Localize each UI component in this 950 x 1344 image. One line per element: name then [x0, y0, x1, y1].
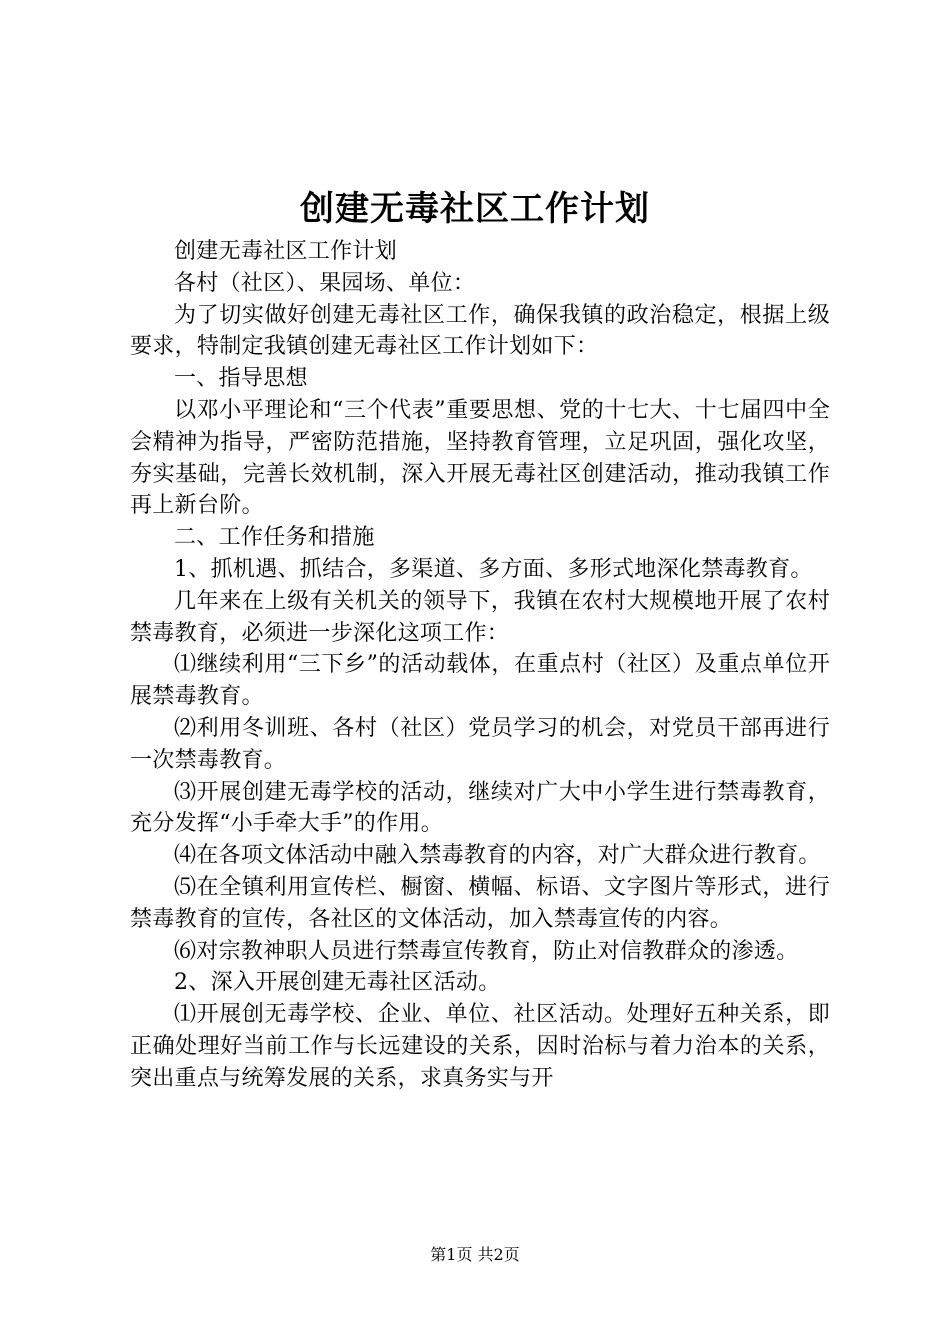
paragraph-guiding-thought: 以邓小平理论和“三个代表”重要思想、党的十七大、十七届四中全会精神为指导，严密防范措施，坚持教育管理，立足巩固，强化攻坚，夯实基础，完善长效机制，深入开展无毒社区创建活动，推动我镇工作再上新台阶。	[130, 397, 830, 519]
section-heading-guiding-thought: 一、指导思想	[174, 366, 308, 392]
sub-item-3: ⑶开展创建无毒学校的活动，继续对广大中小学生进行禁毒教育，充分发挥“小手牵大手”的作用。	[130, 779, 830, 837]
sub-item-2-1: ⑴开展创无毒学校、企业、单位、社区活动。处理好五种关系，即正确处理好当前工作与长远建设的关系，因时治标与着力治本的关系，突出重点与统筹发展的关系，求真务实与开	[130, 1002, 830, 1091]
paragraph-intro: 为了切实做好创建无毒社区工作，确保我镇的政治稳定，根据上级要求，特制定我镇创建无毒社区工作计划如下：	[130, 302, 830, 360]
task-item-2: 2、深入开展创建无毒社区活动。	[174, 970, 501, 996]
sub-item-6: ⑹对宗教神职人员进行禁毒宣传教育，防止对信教群众的渗透。	[174, 938, 799, 964]
paragraph-addressee: 各村（社区）、果园场、单位：	[174, 270, 476, 296]
document-body	[130, 236, 830, 1095]
page-number-footer: 第1页 共2页	[430, 1245, 520, 1264]
document-title: 创建无毒社区工作计划	[300, 189, 650, 229]
sub-item-2: ⑵利用冬训班、各村（社区）党员学习的机会，对党员干部再进行一次禁毒教育。	[130, 715, 830, 773]
sub-item-1: ⑴继续利用“三下乡”的活动载体，在重点村（社区）及重点单位开展禁毒教育。	[130, 652, 830, 710]
sub-item-5: ⑸在全镇利用宣传栏、橱窗、横幅、标语、文字图片等形式，进行禁毒教育的宣传，各社区的文体活动，加入禁毒宣传的内容。	[130, 874, 830, 932]
task-item-1: 1、抓机遇、抓结合，多渠道、多方面、多形式地深化禁毒教育。	[174, 556, 813, 582]
paragraph-task-1-body: 几年来在上级有关机关的领导下，我镇在农村大规模地开展了农村禁毒教育，必须进一步深化这项工作：	[130, 588, 830, 646]
sub-item-4: ⑷在各项文体活动中融入禁毒教育的内容，对广大群众进行教育。	[174, 843, 821, 869]
paragraph-subtitle: 创建无毒社区工作计划	[174, 239, 398, 264]
section-heading-tasks: 二、工作任务和措施	[174, 525, 375, 551]
